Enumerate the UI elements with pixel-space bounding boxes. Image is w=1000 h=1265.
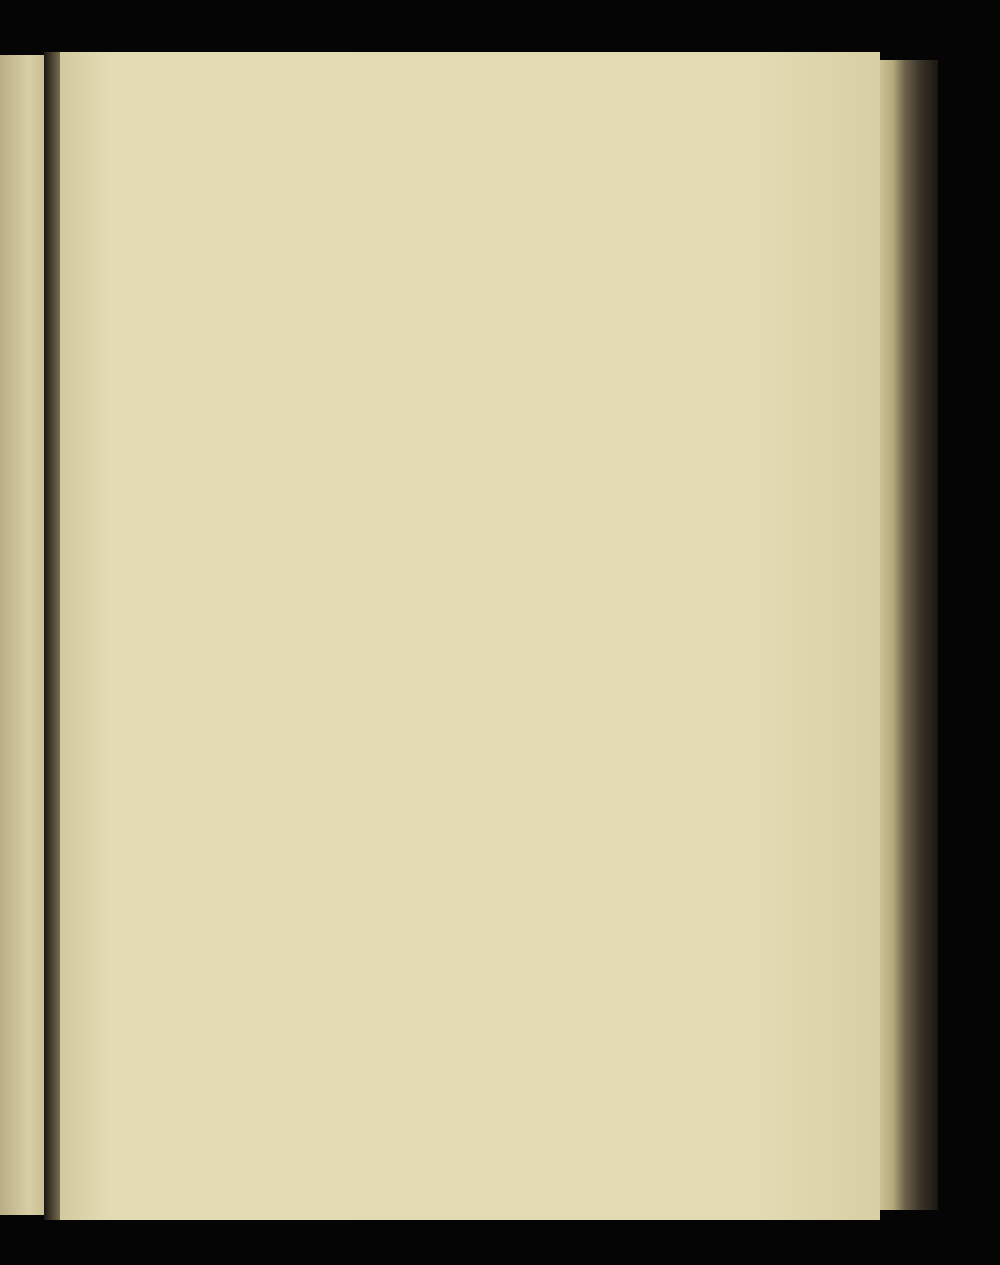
- page-stack-edge: [878, 60, 938, 1210]
- book-page: [60, 52, 880, 1220]
- left-page-edge: [0, 55, 48, 1215]
